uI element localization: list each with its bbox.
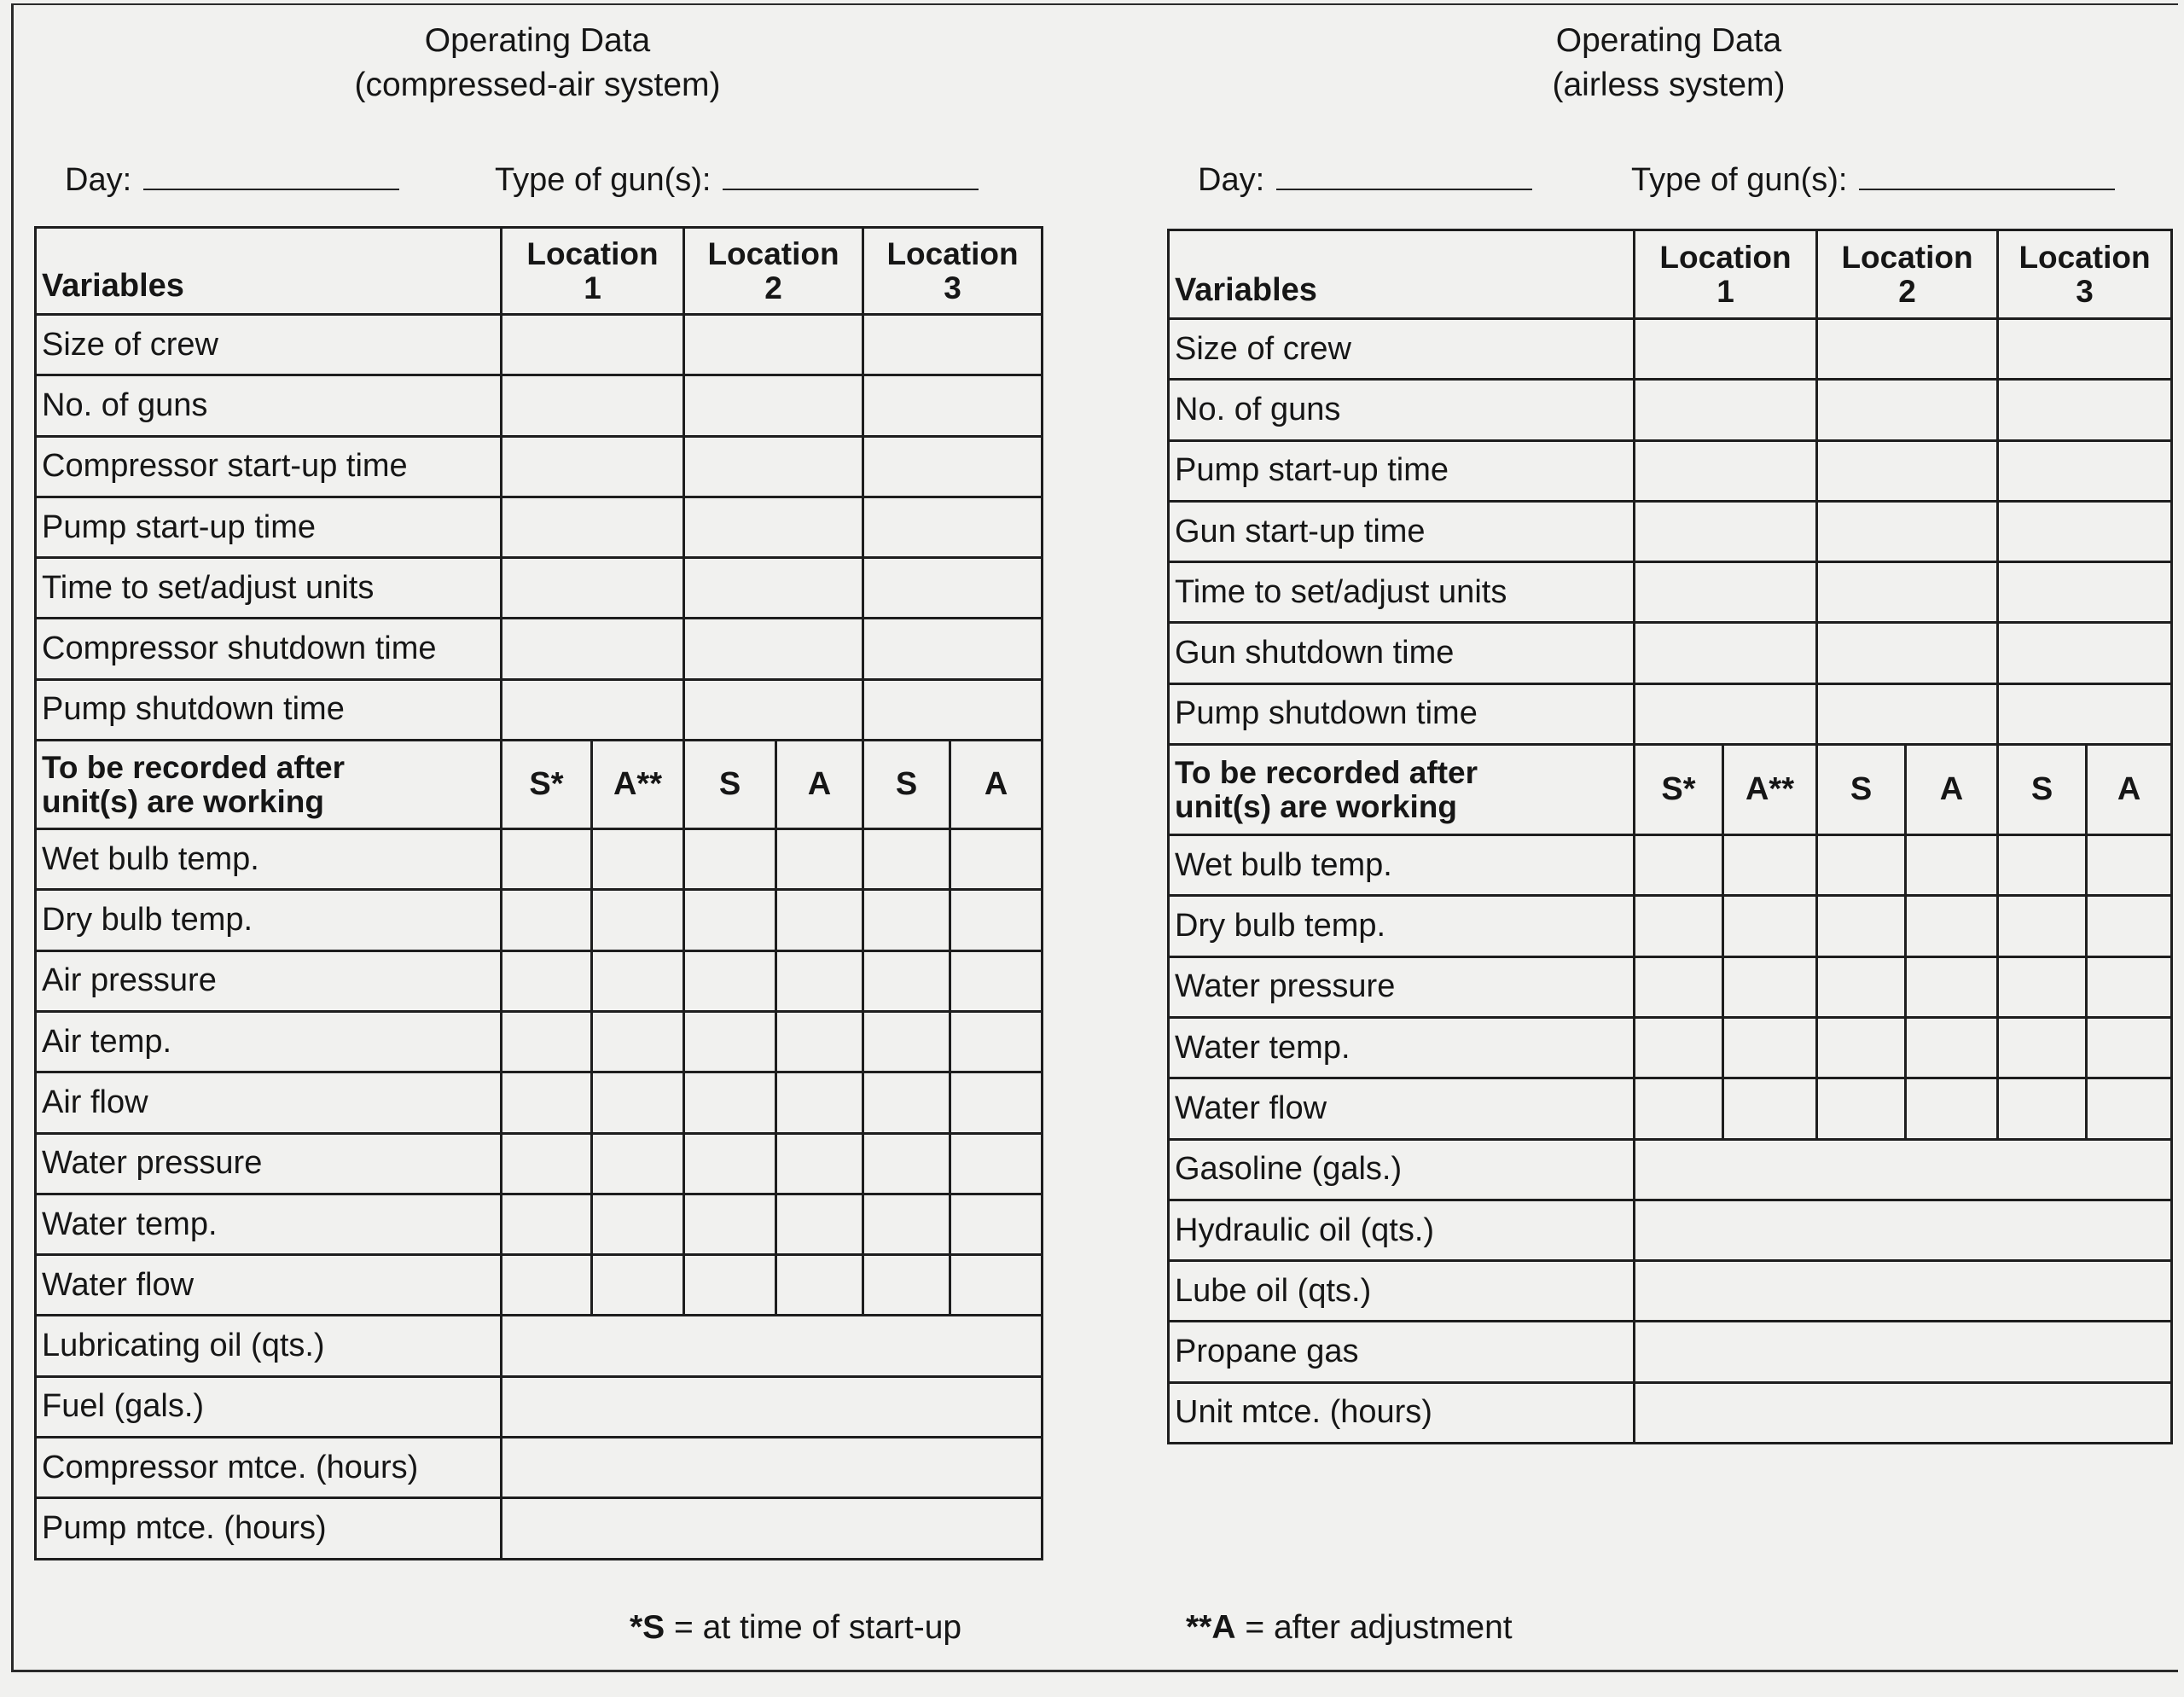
sa-header: S <box>684 741 776 829</box>
recorded-after-header <box>36 741 502 829</box>
footnote-a-text: = after adjustment <box>1245 1609 1513 1646</box>
row-label: Water temp. <box>1169 1017 1635 1078</box>
table-row <box>1169 623 2172 683</box>
row-label: Compressor shutdown time <box>36 619 502 679</box>
table-row <box>36 1438 1043 1498</box>
row-label: Lube oil (qts.) <box>1169 1261 1635 1322</box>
variables-header: Variables <box>36 228 502 315</box>
entry-cell[interactable] <box>1635 956 1723 1017</box>
location-header-3 <box>863 228 1043 315</box>
entry-cell[interactable] <box>684 950 776 1011</box>
sa-header: A** <box>592 741 684 829</box>
location-header-2 <box>684 228 863 315</box>
entry-cell[interactable] <box>684 375 863 436</box>
entry-cell[interactable] <box>502 950 592 1011</box>
entry-cell[interactable] <box>950 1011 1043 1072</box>
entry-cell[interactable] <box>1817 440 1998 501</box>
entry-cell[interactable] <box>1817 319 1998 380</box>
entry-cell[interactable] <box>502 375 684 436</box>
entry-cell[interactable] <box>684 558 863 619</box>
row-label: Pump start-up time <box>1169 440 1635 501</box>
location-number: 3 <box>2076 273 2094 309</box>
gun-type-field[interactable] <box>495 162 979 199</box>
entry-cell[interactable] <box>502 890 592 950</box>
row-label: Air flow <box>36 1072 502 1133</box>
entry-cell[interactable] <box>502 1438 1043 1498</box>
form-title <box>34 19 1041 108</box>
entry-cell[interactable] <box>1998 956 2087 1017</box>
entry-cell[interactable] <box>502 1255 592 1316</box>
entry-cell[interactable] <box>863 829 950 890</box>
entry-cell[interactable] <box>776 950 863 1011</box>
entry-cell[interactable] <box>502 1376 1043 1437</box>
entry-cell[interactable] <box>502 558 684 619</box>
entry-cell[interactable] <box>863 1255 950 1316</box>
entry-cell[interactable] <box>1998 835 2087 896</box>
table-row <box>1169 1322 2172 1382</box>
sa-header: S <box>1817 745 1906 835</box>
sa-header: A <box>1906 745 1998 835</box>
entry-cell[interactable] <box>1817 835 1906 896</box>
gun-type-field[interactable] <box>1631 162 2115 199</box>
footnote-s <box>630 1609 961 1647</box>
row-label: Pump shutdown time <box>36 679 502 740</box>
entry-cell[interactable] <box>502 436 684 497</box>
gun-type-blank[interactable] <box>723 187 979 190</box>
entry-cell[interactable] <box>502 1072 592 1133</box>
entry-cell[interactable] <box>863 436 1043 497</box>
sa-header: S <box>1998 745 2087 835</box>
row-label: Size of crew <box>1169 319 1635 380</box>
entry-cell[interactable] <box>684 1072 776 1133</box>
table-row <box>1169 1078 2172 1139</box>
row-label: Wet bulb temp. <box>1169 835 1635 896</box>
table-row <box>1169 380 2172 440</box>
day-label: Day: <box>1198 162 1265 198</box>
location-number: 2 <box>1898 273 1916 309</box>
table-row <box>36 1194 1043 1254</box>
row-label: Gun shutdown time <box>1169 623 1635 683</box>
entry-cell[interactable] <box>1998 319 2172 380</box>
entry-cell[interactable] <box>950 1255 1043 1316</box>
section-header-row <box>36 741 1043 829</box>
table-row <box>1169 683 2172 744</box>
day-blank[interactable] <box>143 187 399 190</box>
row-label: Air pressure <box>36 950 502 1011</box>
table-row <box>36 679 1043 740</box>
table-row <box>1169 1139 2172 1200</box>
section-header-row <box>1169 745 2172 835</box>
row-label: Lubricating oil (qts.) <box>36 1316 502 1376</box>
row-label: Water temp. <box>36 1194 502 1254</box>
row-label: Water pressure <box>1169 956 1635 1017</box>
recorded-line-2: unit(s) are working <box>42 783 324 819</box>
entry-cell[interactable] <box>1635 380 1817 440</box>
entry-cell[interactable] <box>684 679 863 740</box>
entry-cell[interactable] <box>1817 380 1998 440</box>
row-label: Compressor mtce. (hours) <box>36 1438 502 1498</box>
entry-cell[interactable] <box>684 1133 776 1194</box>
row-label: Time to set/adjust units <box>1169 562 1635 623</box>
entry-cell[interactable] <box>2087 1078 2172 1139</box>
entry-cell[interactable] <box>684 315 863 375</box>
day-blank[interactable] <box>1276 187 1532 190</box>
entry-cell[interactable] <box>592 1133 684 1194</box>
entry-cell[interactable] <box>502 1316 1043 1376</box>
footnote-s-mark: *S <box>630 1609 665 1646</box>
header-row <box>1169 230 2172 319</box>
entry-cell[interactable] <box>1906 1078 1998 1139</box>
variables-header: Variables <box>1169 230 1635 319</box>
sa-header: S <box>863 741 950 829</box>
row-label: Fuel (gals.) <box>36 1376 502 1437</box>
entry-cell[interactable] <box>863 950 950 1011</box>
entry-cell[interactable] <box>2087 1017 2172 1078</box>
row-label: Size of crew <box>36 315 502 375</box>
entry-cell[interactable] <box>1635 562 1817 623</box>
table-row <box>36 558 1043 619</box>
compressed-air-table <box>34 226 1043 1560</box>
entry-cell[interactable] <box>502 619 684 679</box>
table-row <box>36 497 1043 557</box>
day-field[interactable] <box>1198 162 1532 199</box>
table-row <box>36 315 1043 375</box>
sa-header: A <box>2087 745 2172 835</box>
footnote-a-mark: **A <box>1186 1609 1236 1646</box>
entry-cell[interactable] <box>1998 683 2172 744</box>
entry-cell[interactable] <box>502 497 684 557</box>
title-line-1: Operating Data <box>424 22 651 59</box>
entry-cell[interactable] <box>1635 623 1817 683</box>
table-row <box>1169 440 2172 501</box>
table-row <box>1169 1261 2172 1322</box>
entry-cell[interactable] <box>950 1194 1043 1254</box>
entry-cell[interactable] <box>1635 1017 1723 1078</box>
entry-cell[interactable] <box>1998 896 2087 956</box>
table-row <box>36 436 1043 497</box>
entry-cell[interactable] <box>1635 1382 2172 1443</box>
table-row <box>1169 319 2172 380</box>
entry-cell[interactable] <box>1817 1078 1906 1139</box>
recorded-after-header <box>1169 745 1635 835</box>
entry-cell[interactable] <box>863 1194 950 1254</box>
entry-cell[interactable] <box>1817 1017 1906 1078</box>
table-row <box>1169 501 2172 561</box>
row-label: Wet bulb temp. <box>36 829 502 890</box>
row-label: Time to set/adjust units <box>36 558 502 619</box>
footnote-a <box>1186 1609 1513 1647</box>
entry-cell[interactable] <box>684 829 776 890</box>
entry-cell[interactable] <box>863 1011 950 1072</box>
location-number: 1 <box>1716 273 1734 309</box>
entry-cell[interactable] <box>863 1072 950 1133</box>
entry-cell[interactable] <box>1998 380 2172 440</box>
entry-cell[interactable] <box>502 1498 1043 1559</box>
entry-cell[interactable] <box>684 497 863 557</box>
entry-cell[interactable] <box>684 1194 776 1254</box>
entry-cell[interactable] <box>1723 835 1817 896</box>
entry-cell[interactable] <box>1998 440 2172 501</box>
entry-cell[interactable] <box>684 619 863 679</box>
location-word: Location <box>886 235 1019 271</box>
entry-cell[interactable] <box>776 1133 863 1194</box>
entry-cell[interactable] <box>776 1255 863 1316</box>
table-row <box>36 619 1043 679</box>
entry-cell[interactable] <box>1635 1261 2172 1322</box>
entry-cell[interactable] <box>776 1011 863 1072</box>
entry-cell[interactable] <box>1906 1017 1998 1078</box>
entry-cell[interactable] <box>1635 683 1817 744</box>
entry-cell[interactable] <box>1817 562 1998 623</box>
entry-cell[interactable] <box>863 558 1043 619</box>
entry-cell[interactable] <box>776 1194 863 1254</box>
entry-cell[interactable] <box>502 679 684 740</box>
entry-cell[interactable] <box>592 950 684 1011</box>
row-label: Propane gas <box>1169 1322 1635 1382</box>
table-row <box>36 950 1043 1011</box>
row-label: Gasoline (gals.) <box>1169 1139 1635 1200</box>
sa-header: A <box>776 741 863 829</box>
table-row <box>1169 1382 2172 1443</box>
sa-header: S* <box>1635 745 1723 835</box>
table-row <box>36 1316 1043 1376</box>
entry-cell[interactable] <box>1635 1322 2172 1382</box>
location-word: Location <box>526 235 659 271</box>
sa-header: S* <box>502 741 592 829</box>
entry-cell[interactable] <box>863 375 1043 436</box>
location-number: 3 <box>944 270 961 305</box>
table-row <box>36 890 1043 950</box>
location-header-3 <box>1998 230 2172 319</box>
table-row <box>36 1376 1043 1437</box>
entry-cell[interactable] <box>1723 1017 1817 1078</box>
day-field[interactable] <box>65 162 399 199</box>
airless-table <box>1167 229 2173 1444</box>
entry-cell[interactable] <box>863 679 1043 740</box>
sa-header: A** <box>1723 745 1817 835</box>
entry-cell[interactable] <box>1817 896 1906 956</box>
entry-cell[interactable] <box>1998 1017 2087 1078</box>
entry-cell[interactable] <box>776 1072 863 1133</box>
entry-cell[interactable] <box>950 890 1043 950</box>
entry-cell[interactable] <box>1635 501 1817 561</box>
entry-cell[interactable] <box>1635 1078 1723 1139</box>
entry-cell[interactable] <box>502 315 684 375</box>
row-label: No. of guns <box>36 375 502 436</box>
entry-cell[interactable] <box>684 1255 776 1316</box>
entry-cell[interactable] <box>1723 896 1817 956</box>
location-word: Location <box>1659 239 1792 275</box>
entry-cell[interactable] <box>1998 501 2172 561</box>
entry-cell[interactable] <box>1817 501 1998 561</box>
row-label: Pump start-up time <box>36 497 502 557</box>
recorded-line-1: To be recorded after <box>42 749 346 785</box>
table-row <box>36 1011 1043 1072</box>
location-header-1 <box>502 228 684 315</box>
entry-cell[interactable] <box>950 1072 1043 1133</box>
location-header-1 <box>1635 230 1817 319</box>
row-label: Water flow <box>1169 1078 1635 1139</box>
gun-type-label: Type of gun(s): <box>1631 162 1848 198</box>
entry-cell[interactable] <box>1906 896 1998 956</box>
row-label: Dry bulb temp. <box>36 890 502 950</box>
entry-cell[interactable] <box>950 1133 1043 1194</box>
entry-cell[interactable] <box>1723 1078 1817 1139</box>
sa-header: A <box>950 741 1043 829</box>
entry-cell[interactable] <box>1723 956 1817 1017</box>
table-row <box>36 1498 1043 1559</box>
entry-cell[interactable] <box>592 1194 684 1254</box>
entry-cell[interactable] <box>1635 1200 2172 1260</box>
row-label: Unit mtce. (hours) <box>1169 1382 1635 1443</box>
location-word: Location <box>2018 239 2151 275</box>
table-row <box>1169 835 2172 896</box>
entry-cell[interactable] <box>502 1011 592 1072</box>
entry-cell[interactable] <box>1635 440 1817 501</box>
entry-cell[interactable] <box>684 436 863 497</box>
entry-cell[interactable] <box>863 497 1043 557</box>
entry-cell[interactable] <box>863 890 950 950</box>
entry-cell[interactable] <box>1998 1078 2087 1139</box>
row-label: Gun start-up time <box>1169 501 1635 561</box>
footnote-s-text: = at time of start-up <box>674 1609 962 1646</box>
row-label: Water flow <box>36 1255 502 1316</box>
row-label: Air temp. <box>36 1011 502 1072</box>
header-row <box>36 228 1043 315</box>
location-number: 1 <box>584 270 601 305</box>
row-label: Pump mtce. (hours) <box>36 1498 502 1559</box>
table-row <box>36 1133 1043 1194</box>
row-label: Pump shutdown time <box>1169 683 1635 744</box>
entry-cell[interactable] <box>950 829 1043 890</box>
row-label: Hydraulic oil (qts.) <box>1169 1200 1635 1260</box>
entry-cell[interactable] <box>1817 623 1998 683</box>
entry-cell[interactable] <box>592 1072 684 1133</box>
entry-cell[interactable] <box>1998 623 2172 683</box>
entry-cell[interactable] <box>2087 896 2172 956</box>
day-label: Day: <box>65 162 132 198</box>
entry-cell[interactable] <box>1635 896 1723 956</box>
entry-cell[interactable] <box>592 1255 684 1316</box>
entry-cell[interactable] <box>776 829 863 890</box>
table-row <box>1169 956 2172 1017</box>
entry-cell[interactable] <box>863 1133 950 1194</box>
entry-cell[interactable] <box>2087 956 2172 1017</box>
title-line-2: (compressed-air system) <box>354 67 721 103</box>
title-line-1: Operating Data <box>1555 22 1782 59</box>
table-row <box>1169 896 2172 956</box>
entry-cell[interactable] <box>950 950 1043 1011</box>
entry-cell[interactable] <box>1906 956 1998 1017</box>
entry-cell[interactable] <box>684 890 776 950</box>
title-line-2: (airless system) <box>1552 67 1786 103</box>
entry-cell[interactable] <box>592 1011 684 1072</box>
table-row <box>36 829 1043 890</box>
table-row <box>36 1255 1043 1316</box>
table-row <box>36 375 1043 436</box>
location-word: Location <box>1841 239 1973 275</box>
entry-cell[interactable] <box>502 1133 592 1194</box>
form-title <box>1167 19 2170 108</box>
location-number: 2 <box>764 270 782 305</box>
entry-cell[interactable] <box>1817 956 1906 1017</box>
gun-type-label: Type of gun(s): <box>495 162 712 198</box>
entry-cell[interactable] <box>1817 683 1998 744</box>
entry-cell[interactable] <box>1635 1139 2172 1200</box>
location-word: Location <box>707 235 839 271</box>
entry-cell[interactable] <box>863 619 1043 679</box>
recorded-line-2: unit(s) are working <box>1175 788 1457 824</box>
entry-cell[interactable] <box>502 1194 592 1254</box>
row-label: Water pressure <box>36 1133 502 1194</box>
entry-cell[interactable] <box>684 1011 776 1072</box>
recorded-line-1: To be recorded after <box>1175 754 1478 790</box>
table-row <box>1169 562 2172 623</box>
entry-cell[interactable] <box>2087 835 2172 896</box>
entry-cell[interactable] <box>502 829 592 890</box>
entry-cell[interactable] <box>592 829 684 890</box>
table-row <box>36 1072 1043 1133</box>
entry-cell[interactable] <box>1635 835 1723 896</box>
entry-cell[interactable] <box>1635 319 1817 380</box>
gun-type-blank[interactable] <box>1859 187 2115 190</box>
table-row <box>1169 1017 2172 1078</box>
entry-cell[interactable] <box>776 890 863 950</box>
entry-cell[interactable] <box>592 890 684 950</box>
entry-cell[interactable] <box>863 315 1043 375</box>
row-label: No. of guns <box>1169 380 1635 440</box>
location-header-2 <box>1817 230 1998 319</box>
entry-cell[interactable] <box>1998 562 2172 623</box>
row-label: Dry bulb temp. <box>1169 896 1635 956</box>
table-row <box>1169 1200 2172 1260</box>
entry-cell[interactable] <box>1906 835 1998 896</box>
row-label: Compressor start-up time <box>36 436 502 497</box>
